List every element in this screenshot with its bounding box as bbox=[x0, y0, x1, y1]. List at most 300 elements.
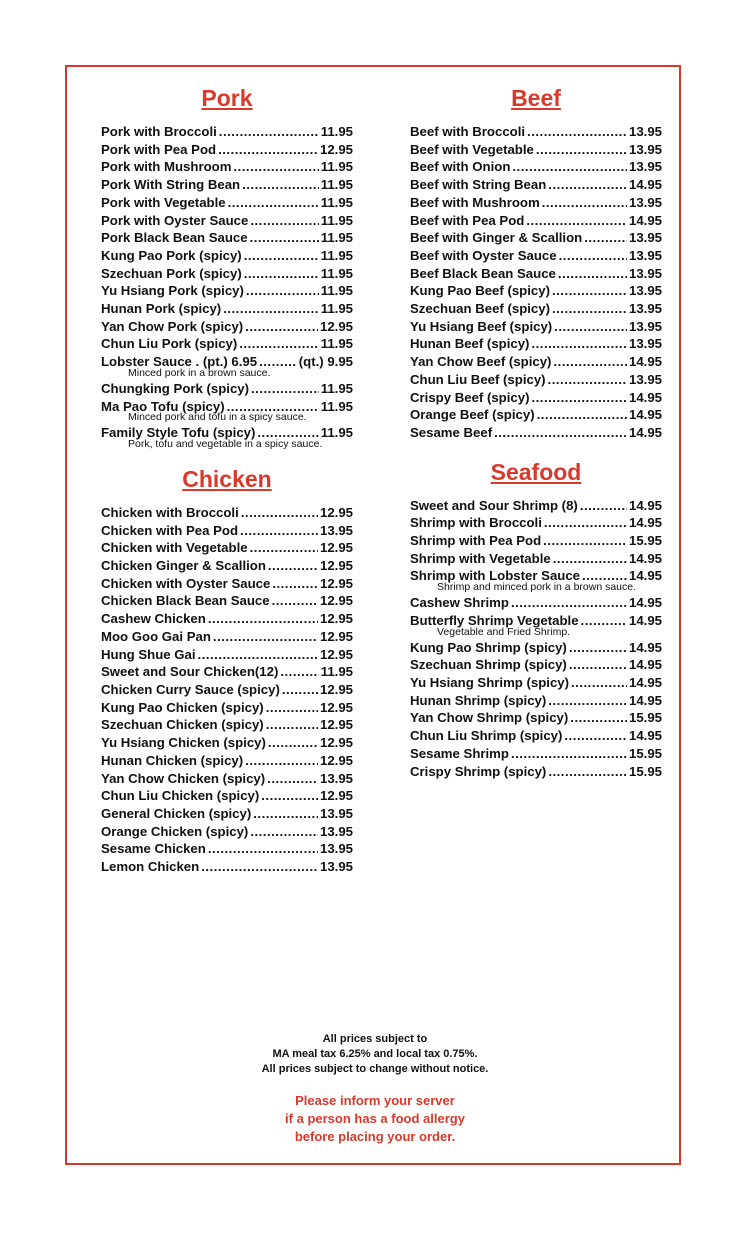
menu-item-row bbox=[101, 787, 353, 805]
section-pork bbox=[101, 84, 353, 449]
menu-item-name: Crispy Shrimp (spicy) bbox=[410, 763, 547, 779]
menu-item bbox=[410, 265, 662, 283]
menu-item-price: 12.95 bbox=[319, 681, 353, 697]
dot-leader bbox=[548, 692, 627, 710]
menu-item-row bbox=[410, 212, 662, 230]
menu-item bbox=[410, 424, 662, 442]
menu-item bbox=[101, 840, 353, 858]
menu-item-row bbox=[101, 663, 353, 681]
dot-leader bbox=[201, 858, 318, 876]
menu-item-price: 12.95 bbox=[319, 575, 353, 591]
menu-item-row bbox=[101, 318, 353, 336]
menu-item-price: 11.95 bbox=[320, 664, 353, 680]
menu-item-row bbox=[410, 282, 662, 300]
menu-item-name: Kung Pao Beef (spicy) bbox=[410, 283, 550, 299]
menu-item-name: Orange Beef (spicy) bbox=[410, 407, 535, 423]
menu-item-row bbox=[410, 176, 662, 194]
menu-item-name: Beef with Mushroom bbox=[410, 194, 540, 210]
menu-item bbox=[101, 522, 353, 540]
menu-item-row bbox=[410, 763, 662, 781]
dot-leader bbox=[531, 335, 627, 353]
dot-leader bbox=[580, 497, 627, 515]
menu-item-price: 14.95 bbox=[628, 212, 662, 228]
menu-item-name: Shrimp with Pea Pod bbox=[410, 533, 542, 549]
menu-item-name: Lemon Chicken bbox=[101, 859, 200, 875]
menu-item bbox=[101, 823, 353, 841]
dot-leader bbox=[558, 265, 627, 283]
menu-item-row bbox=[410, 514, 662, 532]
menu-item-row bbox=[101, 504, 353, 522]
dot-leader bbox=[511, 745, 627, 763]
menu-item bbox=[410, 229, 662, 247]
menu-item-price: 11.95 bbox=[320, 336, 353, 352]
menu-item bbox=[101, 734, 353, 752]
dot-leader bbox=[537, 406, 627, 424]
menu-item-price: 13.95 bbox=[628, 371, 662, 387]
menu-item-name: Moo Goo Gai Pan bbox=[101, 628, 211, 644]
dot-leader bbox=[548, 763, 627, 781]
menu-item-price: 14.95 bbox=[628, 407, 662, 423]
menu-item-row bbox=[410, 532, 662, 550]
section-title-beef: Beef bbox=[511, 85, 561, 111]
menu-item-row bbox=[410, 656, 662, 674]
allergy-notice bbox=[65, 1092, 685, 1146]
menu-item-row bbox=[101, 770, 353, 788]
menu-item-row bbox=[101, 840, 353, 858]
dot-leader bbox=[512, 158, 627, 176]
dot-leader bbox=[554, 318, 627, 336]
tax-line: All prices subject to change without notice. bbox=[261, 1063, 489, 1075]
menu-item-name: Chicken Black Bean Sauce bbox=[101, 593, 270, 609]
tax-line: All prices subject to bbox=[322, 1033, 428, 1045]
dot-leader bbox=[250, 212, 318, 230]
menu-item-name: Family Style Tofu (spicy) bbox=[101, 425, 256, 441]
menu-item-price: 11.95 bbox=[320, 230, 353, 246]
menu-item bbox=[101, 858, 353, 876]
dot-leader bbox=[564, 727, 627, 745]
menu-item-name: Chungking Pork (spicy) bbox=[101, 380, 250, 396]
menu-item-price: 14.95 bbox=[628, 692, 662, 708]
menu-item-row bbox=[101, 123, 353, 141]
dot-leader bbox=[250, 823, 318, 841]
menu-item bbox=[410, 389, 662, 407]
menu-item-row bbox=[101, 141, 353, 159]
menu-item bbox=[101, 663, 353, 681]
menu-item-row bbox=[410, 300, 662, 318]
menu-item-price: 11.95 bbox=[320, 301, 353, 317]
menu-item-row bbox=[410, 745, 662, 763]
menu-item-name: Lobster Sauce . (pt.) 6.95 bbox=[101, 354, 258, 370]
dot-leader bbox=[543, 532, 627, 550]
menu-item-price: 11.95 bbox=[320, 177, 353, 193]
allergy-line: before placing your order. bbox=[294, 1129, 456, 1144]
dot-leader bbox=[266, 716, 318, 734]
menu-item-row bbox=[101, 699, 353, 717]
menu-item bbox=[410, 141, 662, 159]
menu-item-price: 13.95 bbox=[628, 283, 662, 299]
menu-item-name: Orange Chicken (spicy) bbox=[101, 823, 249, 839]
menu-item-row bbox=[410, 406, 662, 424]
menu-item-name: Chicken with Vegetable bbox=[101, 540, 248, 556]
allergy-line: if a person has a food allergy bbox=[285, 1111, 465, 1126]
menu-item bbox=[101, 212, 353, 230]
menu-item bbox=[101, 787, 353, 805]
menu-item-name: Crispy Beef (spicy) bbox=[410, 389, 530, 405]
dot-leader bbox=[268, 734, 318, 752]
dot-leader bbox=[280, 663, 318, 681]
menu-item bbox=[410, 158, 662, 176]
menu-item-price: 11.95 bbox=[320, 425, 353, 441]
dot-leader bbox=[272, 592, 318, 610]
menu-item-name: Chicken with Pea Pod bbox=[101, 522, 239, 538]
dot-leader bbox=[242, 176, 319, 194]
menu-item-row bbox=[410, 424, 662, 442]
menu-item-price: 11.95 bbox=[320, 124, 353, 139]
dot-leader bbox=[527, 123, 627, 141]
menu-item bbox=[101, 353, 353, 378]
menu-item-row bbox=[410, 674, 662, 692]
menu-item-row bbox=[101, 176, 353, 194]
dot-leader bbox=[559, 247, 627, 265]
menu-item-price: 14.95 bbox=[628, 389, 662, 405]
menu-item bbox=[101, 699, 353, 717]
pork-item-list bbox=[101, 123, 353, 449]
dot-leader bbox=[253, 805, 318, 823]
dot-leader bbox=[552, 300, 627, 318]
menu-item-price: 11.95 bbox=[320, 283, 353, 299]
dot-leader bbox=[250, 229, 319, 247]
menu-item-price: 14.95 bbox=[628, 550, 662, 566]
menu-item-price: 12.95 bbox=[319, 699, 353, 715]
menu-item-price: 13.95 bbox=[319, 841, 353, 857]
dot-leader bbox=[569, 639, 627, 657]
dot-leader bbox=[570, 709, 627, 727]
left-column bbox=[101, 84, 353, 876]
dot-leader bbox=[244, 265, 319, 283]
menu-item-price: 14.95 bbox=[628, 497, 662, 513]
menu-item bbox=[410, 497, 662, 515]
menu-item bbox=[410, 567, 662, 592]
menu-item-price: 12.95 bbox=[319, 646, 353, 662]
menu-item-name: Cashew Chicken bbox=[101, 611, 206, 627]
menu-item bbox=[101, 557, 353, 575]
menu-item bbox=[410, 335, 662, 353]
menu-item-name: Szechuan Chicken (spicy) bbox=[101, 717, 264, 733]
right-column bbox=[410, 84, 662, 780]
menu-item-name: Beef with Ginger & Scallion bbox=[410, 230, 583, 246]
dot-leader bbox=[526, 212, 627, 230]
menu-item-row bbox=[410, 353, 662, 371]
menu-item-price: 12.95 bbox=[319, 593, 353, 609]
menu-item bbox=[101, 335, 353, 353]
menu-item-price: 12.95 bbox=[319, 141, 353, 157]
menu-item-row bbox=[101, 247, 353, 265]
menu-item bbox=[101, 158, 353, 176]
menu-item-row bbox=[101, 734, 353, 752]
menu-item bbox=[101, 716, 353, 734]
menu-item bbox=[101, 300, 353, 318]
menu-item-name: Pork Black Bean Sauce bbox=[101, 230, 248, 246]
dot-leader bbox=[250, 539, 318, 557]
menu-item-name: Szechuan Shrimp (spicy) bbox=[410, 657, 567, 673]
dot-leader bbox=[494, 424, 627, 442]
menu-item-name: Hunan Beef (spicy) bbox=[410, 336, 530, 352]
section-seafood bbox=[410, 458, 662, 781]
menu-item bbox=[410, 514, 662, 532]
dot-leader bbox=[571, 674, 627, 692]
tax-line: MA meal tax 6.25% and local tax 0.75%. bbox=[272, 1048, 478, 1060]
menu-item-row bbox=[101, 522, 353, 540]
dot-leader bbox=[536, 141, 627, 159]
menu-item-price: 14.95 bbox=[628, 728, 662, 744]
menu-item bbox=[410, 692, 662, 710]
menu-item bbox=[101, 247, 353, 265]
menu-item-price: 14.95 bbox=[628, 424, 662, 440]
menu-item bbox=[410, 247, 662, 265]
menu-item-row bbox=[410, 158, 662, 176]
menu-item-name: Chicken Ginger & Scallion bbox=[101, 558, 266, 574]
dot-leader bbox=[267, 770, 318, 788]
menu-item-description: Shrimp and minced pork in a brown sauce. bbox=[437, 581, 637, 594]
dot-leader bbox=[511, 594, 627, 612]
menu-item-name: Chun Liu Beef (spicy) bbox=[410, 371, 546, 387]
menu-item bbox=[410, 194, 662, 212]
menu-item-price: 11.95 bbox=[320, 380, 353, 396]
menu-item-row bbox=[410, 594, 662, 612]
menu-item bbox=[410, 727, 662, 745]
menu-item-price: 12.95 bbox=[319, 717, 353, 733]
menu-item-row bbox=[101, 628, 353, 646]
menu-item-row bbox=[410, 727, 662, 745]
menu-item bbox=[410, 123, 662, 141]
dot-leader bbox=[553, 550, 627, 568]
menu-item-name: Yan Chow Shrimp (spicy) bbox=[410, 710, 569, 726]
menu-item-price: 12.95 bbox=[319, 540, 353, 556]
menu-item-price: 12.95 bbox=[319, 558, 353, 574]
menu-item-price: 13.95 bbox=[628, 336, 662, 352]
menu-item-price: 14.95 bbox=[628, 568, 662, 584]
menu-item-row bbox=[410, 335, 662, 353]
menu-item-row bbox=[410, 389, 662, 407]
chicken-item-list bbox=[101, 504, 353, 876]
menu-item-row bbox=[101, 300, 353, 318]
menu-item bbox=[410, 282, 662, 300]
menu-item-price: 11.95 bbox=[320, 212, 353, 228]
menu-item-row bbox=[101, 805, 353, 823]
menu-item bbox=[101, 380, 353, 398]
menu-item-row bbox=[101, 229, 353, 247]
menu-item-row bbox=[101, 575, 353, 593]
menu-item-row bbox=[101, 681, 353, 699]
menu-item-name: Chicken Curry Sauce (spicy) bbox=[101, 681, 280, 697]
dot-leader bbox=[241, 504, 318, 522]
menu-item-row bbox=[101, 557, 353, 575]
menu-item-name: Chun Liu Shrimp (spicy) bbox=[410, 728, 563, 744]
dot-leader bbox=[245, 752, 318, 770]
menu-item-price: 14.95 bbox=[628, 515, 662, 531]
menu-item bbox=[101, 539, 353, 557]
menu-item-price: 11.95 bbox=[320, 194, 353, 210]
menu-item-name: Pork with Mushroom bbox=[101, 159, 232, 175]
menu-item-price: 15.95 bbox=[628, 745, 662, 761]
menu-item bbox=[410, 550, 662, 568]
menu-item-row bbox=[410, 141, 662, 159]
menu-item bbox=[101, 592, 353, 610]
menu-item bbox=[410, 176, 662, 194]
section-chicken bbox=[101, 465, 353, 876]
menu-item-name: Beef with Vegetable bbox=[410, 141, 534, 157]
section-title-pork: Pork bbox=[201, 85, 253, 111]
dot-leader bbox=[219, 123, 319, 141]
menu-item-name: Yu Hsiang Pork (spicy) bbox=[101, 283, 244, 299]
dot-leader bbox=[213, 628, 318, 646]
menu-item-name: Yan Chow Pork (spicy) bbox=[101, 318, 244, 334]
menu-item-price: 13.95 bbox=[628, 301, 662, 317]
menu-item-name: Beef with Broccoli bbox=[410, 124, 526, 139]
menu-item bbox=[101, 646, 353, 664]
menu-item-description: Pork, tofu and vegetable in a spicy sauce. bbox=[128, 437, 323, 450]
dot-leader bbox=[240, 522, 318, 540]
menu-item bbox=[410, 212, 662, 230]
menu-item-name: Pork with Broccoli bbox=[101, 124, 217, 139]
dot-leader bbox=[208, 610, 318, 628]
menu-item bbox=[410, 639, 662, 657]
menu-item-price: 12.95 bbox=[319, 611, 353, 627]
menu-item-name: Kung Pao Chicken (spicy) bbox=[101, 699, 264, 715]
menu-item-name: Hunan Pork (spicy) bbox=[101, 301, 222, 317]
dot-leader bbox=[272, 575, 318, 593]
menu-item-row bbox=[101, 858, 353, 876]
menu-item-row bbox=[410, 265, 662, 283]
menu-item bbox=[101, 123, 353, 141]
menu-item-price: 13.95 bbox=[628, 194, 662, 210]
menu-item bbox=[101, 805, 353, 823]
menu-item bbox=[101, 282, 353, 300]
dot-leader bbox=[266, 699, 318, 717]
menu-item-name: Szechuan Beef (spicy) bbox=[410, 301, 550, 317]
menu-item bbox=[410, 674, 662, 692]
menu-item-row bbox=[410, 247, 662, 265]
menu-item bbox=[410, 353, 662, 371]
tax-notice bbox=[65, 1032, 685, 1077]
menu-item-row bbox=[410, 194, 662, 212]
menu-item bbox=[410, 763, 662, 781]
menu-item bbox=[101, 265, 353, 283]
menu-item-row bbox=[101, 823, 353, 841]
menu-item-row bbox=[101, 610, 353, 628]
menu-item-row bbox=[101, 335, 353, 353]
menu-item bbox=[101, 176, 353, 194]
menu-item-name: Kung Pao Shrimp (spicy) bbox=[410, 639, 567, 655]
menu-item-name: Butterfly Shrimp Vegetable bbox=[410, 612, 579, 628]
menu-item-row bbox=[410, 709, 662, 727]
menu-item-name: Ma Pao Tofu (spicy) bbox=[101, 398, 225, 414]
menu-item bbox=[410, 371, 662, 389]
menu-item-price: 13.95 bbox=[628, 141, 662, 157]
menu-item-price: 15.95 bbox=[628, 710, 662, 726]
menu-item-name: Beef with Onion bbox=[410, 159, 511, 175]
menu-item-row bbox=[101, 265, 353, 283]
menu-item-price: 11.95 bbox=[320, 159, 353, 175]
dot-leader bbox=[268, 557, 318, 575]
menu-item-name: Sesame Shrimp bbox=[410, 745, 509, 761]
menu-item-row bbox=[410, 550, 662, 568]
menu-item-description: Vegetable and Fried Shrimp. bbox=[437, 625, 571, 638]
menu-item-name: Yu Hsiang Shrimp (spicy) bbox=[410, 674, 570, 690]
menu-item-row bbox=[410, 371, 662, 389]
menu-item-row bbox=[410, 318, 662, 336]
dot-leader bbox=[581, 612, 627, 630]
menu-item-price: 13.95 bbox=[628, 159, 662, 175]
menu-item-name: Chicken with Broccoli bbox=[101, 504, 239, 520]
menu-item bbox=[101, 504, 353, 522]
menu-item-price: 13.95 bbox=[628, 265, 662, 281]
menu-item bbox=[410, 318, 662, 336]
menu-item-name: Pork with Vegetable bbox=[101, 194, 226, 210]
menu-item-price: 12.95 bbox=[319, 788, 353, 804]
menu-item-row bbox=[101, 212, 353, 230]
menu-item-price: 14.95 bbox=[628, 674, 662, 690]
menu-item-description: Minced pork in a brown sauce. bbox=[128, 366, 271, 379]
section-title-chicken: Chicken bbox=[182, 465, 272, 492]
dot-leader bbox=[553, 353, 627, 371]
menu-item bbox=[101, 229, 353, 247]
menu-item-price: 13.95 bbox=[319, 859, 353, 875]
menu-item-price: 13.95 bbox=[319, 522, 353, 538]
menu-item-name: Beef with Pea Pod bbox=[410, 212, 525, 228]
menu-item-price: 11.95 bbox=[320, 247, 353, 263]
menu-item-price: 13.95 bbox=[319, 823, 353, 839]
menu-item bbox=[410, 745, 662, 763]
menu-item-name: Yan Chow Beef (spicy) bbox=[410, 354, 552, 370]
menu-item bbox=[101, 681, 353, 699]
menu-item-row bbox=[410, 692, 662, 710]
menu-item-name: Yan Chow Chicken (spicy) bbox=[101, 770, 266, 786]
menu-item bbox=[101, 398, 353, 423]
menu-item-row bbox=[101, 380, 353, 398]
menu-item-price: 13.95 bbox=[628, 247, 662, 263]
menu-item-name: Yu Hsiang Beef (spicy) bbox=[410, 318, 553, 334]
menu-item-row bbox=[101, 158, 353, 176]
menu-item-price: 13.95 bbox=[319, 770, 353, 786]
menu-item-row bbox=[410, 639, 662, 657]
dot-leader bbox=[239, 335, 318, 353]
menu-item bbox=[101, 752, 353, 770]
dot-leader bbox=[208, 840, 318, 858]
menu-item-row bbox=[101, 716, 353, 734]
menu-item-price: 13.95 bbox=[628, 318, 662, 334]
menu-item-name: Beef with String Bean bbox=[410, 177, 547, 193]
menu-item-description: Minced pork and tofu in a spicy sauce. bbox=[128, 411, 307, 424]
menu-item bbox=[410, 300, 662, 318]
menu-item bbox=[410, 406, 662, 424]
dot-leader bbox=[282, 681, 318, 699]
menu-item bbox=[101, 575, 353, 593]
menu-item-name: Pork with Oyster Sauce bbox=[101, 212, 249, 228]
dot-leader bbox=[246, 282, 319, 300]
menu-item-name: Shrimp with Broccoli bbox=[410, 515, 542, 531]
menu-item bbox=[101, 194, 353, 212]
menu-item-row bbox=[101, 282, 353, 300]
dot-leader bbox=[569, 656, 627, 674]
menu-item-price: 12.95 bbox=[319, 628, 353, 644]
menu-item bbox=[101, 141, 353, 159]
menu-item bbox=[101, 610, 353, 628]
menu-item bbox=[410, 594, 662, 612]
menu-item-name: Hunan Chicken (spicy) bbox=[101, 752, 244, 768]
dot-leader bbox=[233, 158, 318, 176]
menu-item bbox=[410, 709, 662, 727]
